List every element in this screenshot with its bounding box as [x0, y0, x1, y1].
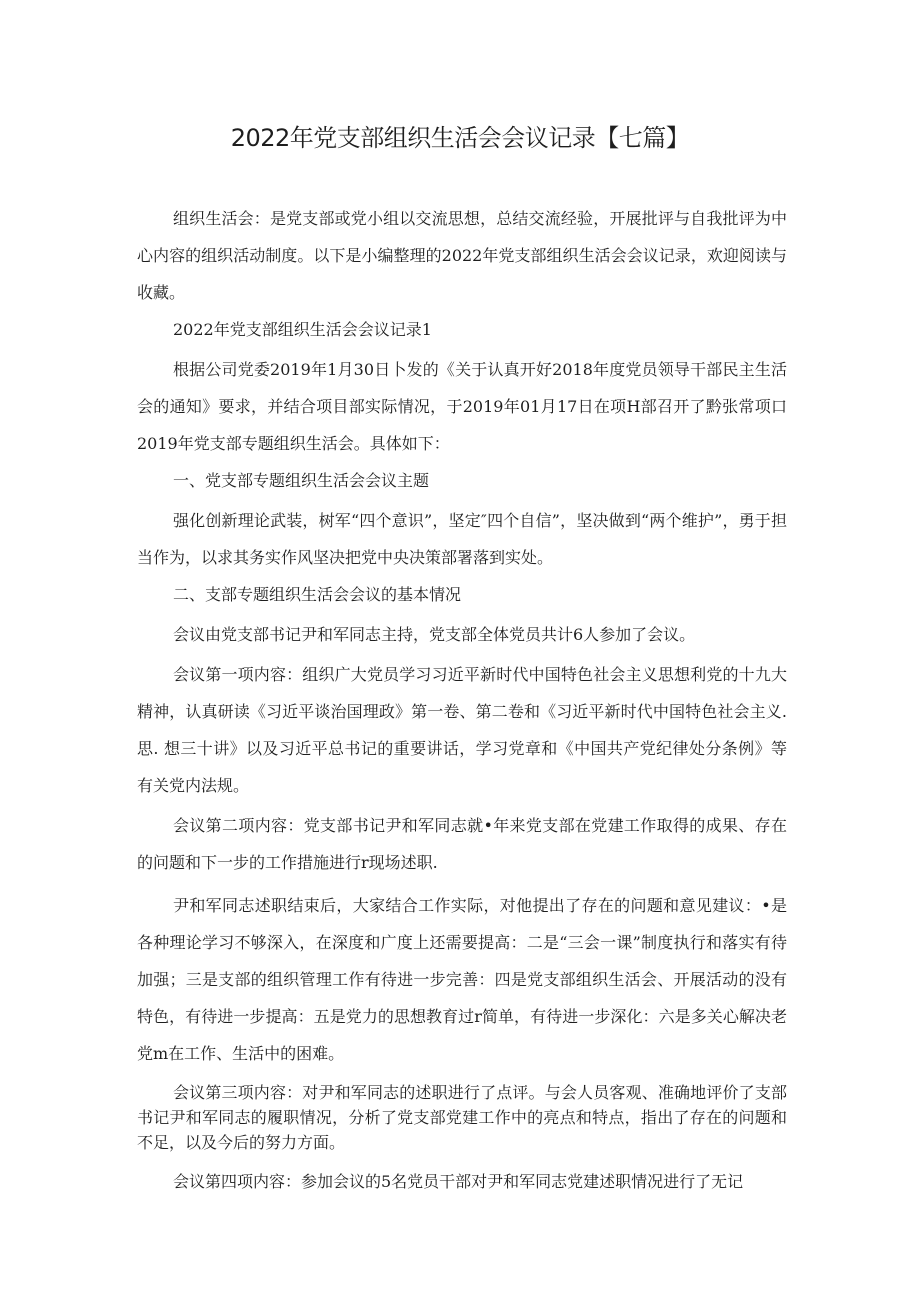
body-paragraph: 会议第四项内容：参加会议的5名党员干部对尹和军同志党建述职情况进行了无记 — [173, 1172, 744, 1191]
body-paragraph: 强化创新理论武装，树军“四个意识”，坚定″四个自信”，坚决做到“两个维护”，勇于担当作为，以求其务实作风坚决把党中央决策部署落到实处。 — [137, 511, 787, 567]
document-body — [137, 200, 787, 1200]
body-paragraph: 会议由党支部书记尹和军同志主持，党支部全体党员共计6人参加了会议。 — [173, 625, 696, 644]
body-paragraph: 会议第三项内容：对尹和军同志的述职进行了点评。与会人员客观、准确地评价了支部书记尹和军同志的履职情况，分析了党支部党建工作中的亮点和特点，指出了存在的问题和不足，以及今后的努力方面。 — [137, 1083, 787, 1152]
body-paragraph: 会议第一项内容：组织广大党员学习习近平新时代中国特色社会主义思想利党的十九大精神，认真研读《习近平谈治国理政》第一卷、第二卷和《习近平新时代中国特色社会主义. 思. 想三十讲》以及习近平总书记的重要讲话，学习党章和《中国共产党纪律处分条例》等有关党内法规。 — [137, 665, 787, 795]
body-paragraph: 尹和军同志述职结束后，大家结合工作实际，对他提出了存在的问题和意见建议：•是各种理论学习不够深入，在深度和广度上还需要提高：二是“三会一课”制度执行和落实有待加强；三是支部的组织管理工作有待进一步完善：四是党支部组织生活会、开展活动的没有特色，有待进一步提高：五是党力的思想教育过r简单，有待进一步深化：六是多关心解决老党m在工作、生活中的困难。 — [137, 896, 787, 1063]
intro-paragraph: 组织生活会：是党支部或党小组以交流思想，总结交流经验，开展批评与自我批评为中心内容的组织活动制度。以下是小编整理的2022年党支部组织生活会会议记录，欢迎阅读与收藏。 — [137, 209, 787, 302]
document-title: 2022年党支部组织生活会会议记录【七篇】 — [230, 124, 690, 152]
body-paragraph: 会议第二项内容：党支部书记尹和军同志就•年来党支部在党建工作取得的成果、存在的问题和下一步的工作措施进行r现场述职. — [137, 816, 787, 872]
section-heading-theme: 一、党支部专题组织生活会会议主题 — [173, 471, 430, 490]
body-paragraph: 根据公司党委2019年1月30日卜发的《关于认真开好2018年度党员领导干部民主生活会的通知》要求，并结合项目部实际情况，于2019年01月17日在项H部召开了黔张常项口2019年党支部专题组织生活会。具体如下： — [137, 360, 787, 453]
section-heading-record-1: 2022年党支部组织生活会会议记录1 — [173, 320, 432, 339]
section-heading-basic-info: 二、支部专题组织生活会会议的基本情况 — [173, 585, 462, 604]
